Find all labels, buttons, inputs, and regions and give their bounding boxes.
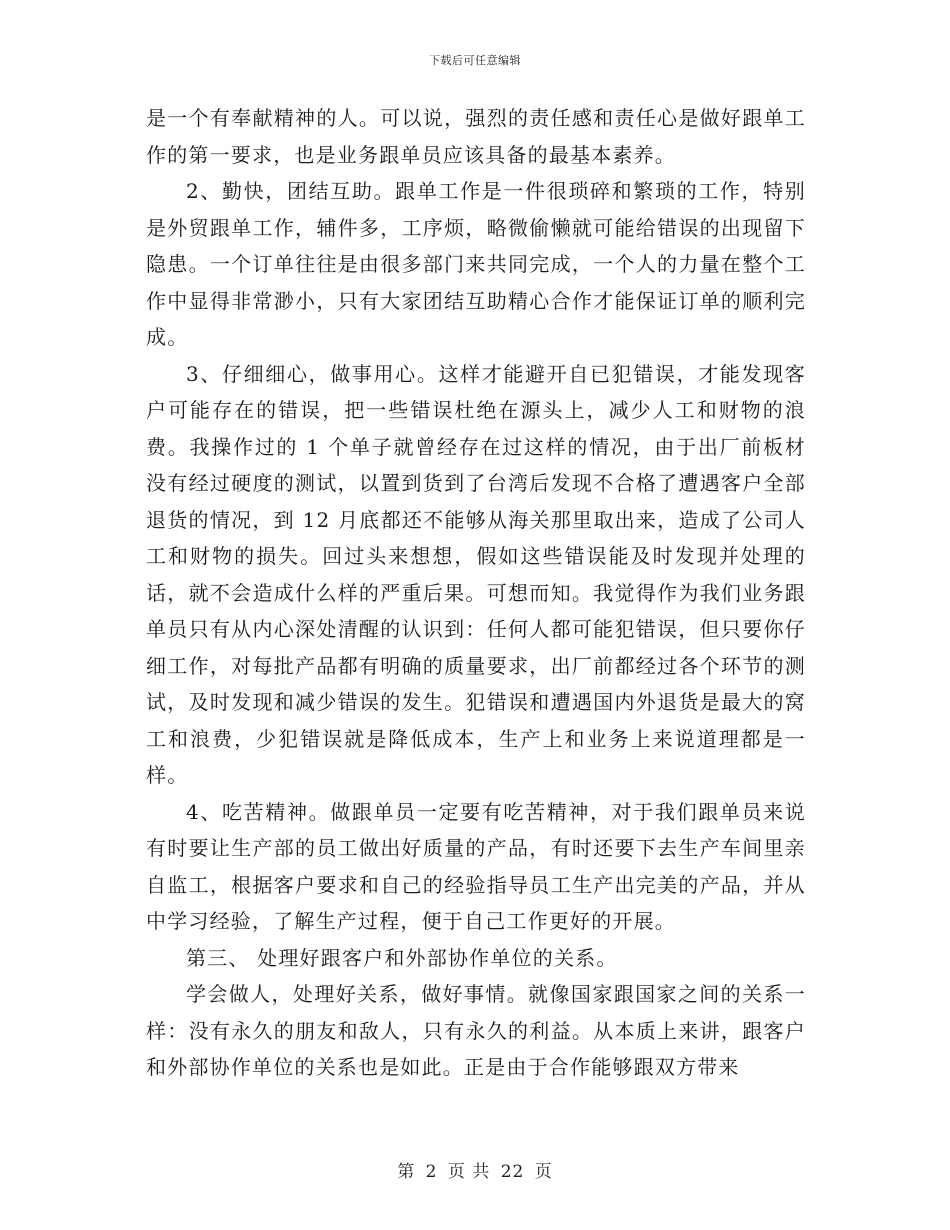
current-page-number: 2	[425, 1162, 438, 1182]
paragraph-item-3: 3、仔细细心，做事用心。这样才能避开自已犯错误，才能发现客户可能存在的错误，把一些错误杜绝在源头上，减少人工和财物的浪费。我操作过的 1 个单子就曾经存在过这样的情况，由于出厂前板材没有经过硬度的测试，以置到货到了台湾后发现不合格了遭遇客户全部退货的情况，到 12 月底都还不能够从海关那里取出来，造成了公司人工和财物的损失。回过头来想想，假如这些错误能及时发现并处理的话，就不会造成什么样的严重后果。可想而知。我觉得作为我们业务跟单员只有从内心深处清醒的认识到：任何人都可能犯错误，但只要你仔细工作，对每批产品都有明确的质量要求，出厂前都经过各个环节的测试，及时发现和减少错误的发生。犯错误和遭遇国内外退货是最大的窝工和浪费，少犯错误就是降低成本，生产上和业务上来说道理都是一样。	[146, 361, 806, 787]
document-body	[146, 100, 806, 1086]
page-number-footer	[0, 1157, 950, 1182]
footer-middle: 页 共	[447, 1162, 491, 1182]
paragraph-item-4: 4、吃苦精神。做跟单员一定要有吃苦精神，对于我们跟单员来说有时要让生产部的员工做出好质量的产品，有时还要下去生产车间里亲自监工，根据客户要求和自己的经验指导员工生产出完美的产品，并从中学习经验，了解生产过程，便于自己工作更好的开展。	[146, 799, 806, 933]
footer-suffix: 页	[534, 1162, 553, 1182]
total-page-count: 22	[500, 1162, 525, 1182]
paragraph-continuation: 是一个有奉献精神的人。可以说，强烈的责任感和责任心是做好跟单工作的第一要求，也是业务跟单员应该具备的最基本素养。	[146, 106, 806, 167]
section-heading: 第三、 处理好跟客户和外部协作单位的关系。	[186, 945, 618, 970]
page-header-note: 下载后可任意编辑	[429, 54, 521, 67]
paragraph-item-2: 2、勤快，团结互助。跟单工作是一件很琐碎和繁琐的工作，特别是外贸跟单工作，辅件多，工序烦，略微偷懒就可能给错误的出现留下隐患。一个订单往往是由很多部门来共同完成，一个人的力量在整个工作中显得非常渺小，只有大家团结互助精心合作才能保证订单的顺利完成。	[146, 179, 806, 349]
footer-prefix: 第	[397, 1162, 416, 1182]
paragraph-relations: 学会做人，处理好关系，做好事情。就像国家跟国家之间的关系一样：没有永久的朋友和敌人，只有永久的利益。从本质上来讲，跟客户和外部协作单位的关系也是如此。正是由于合作能够跟双方带来	[146, 982, 806, 1079]
